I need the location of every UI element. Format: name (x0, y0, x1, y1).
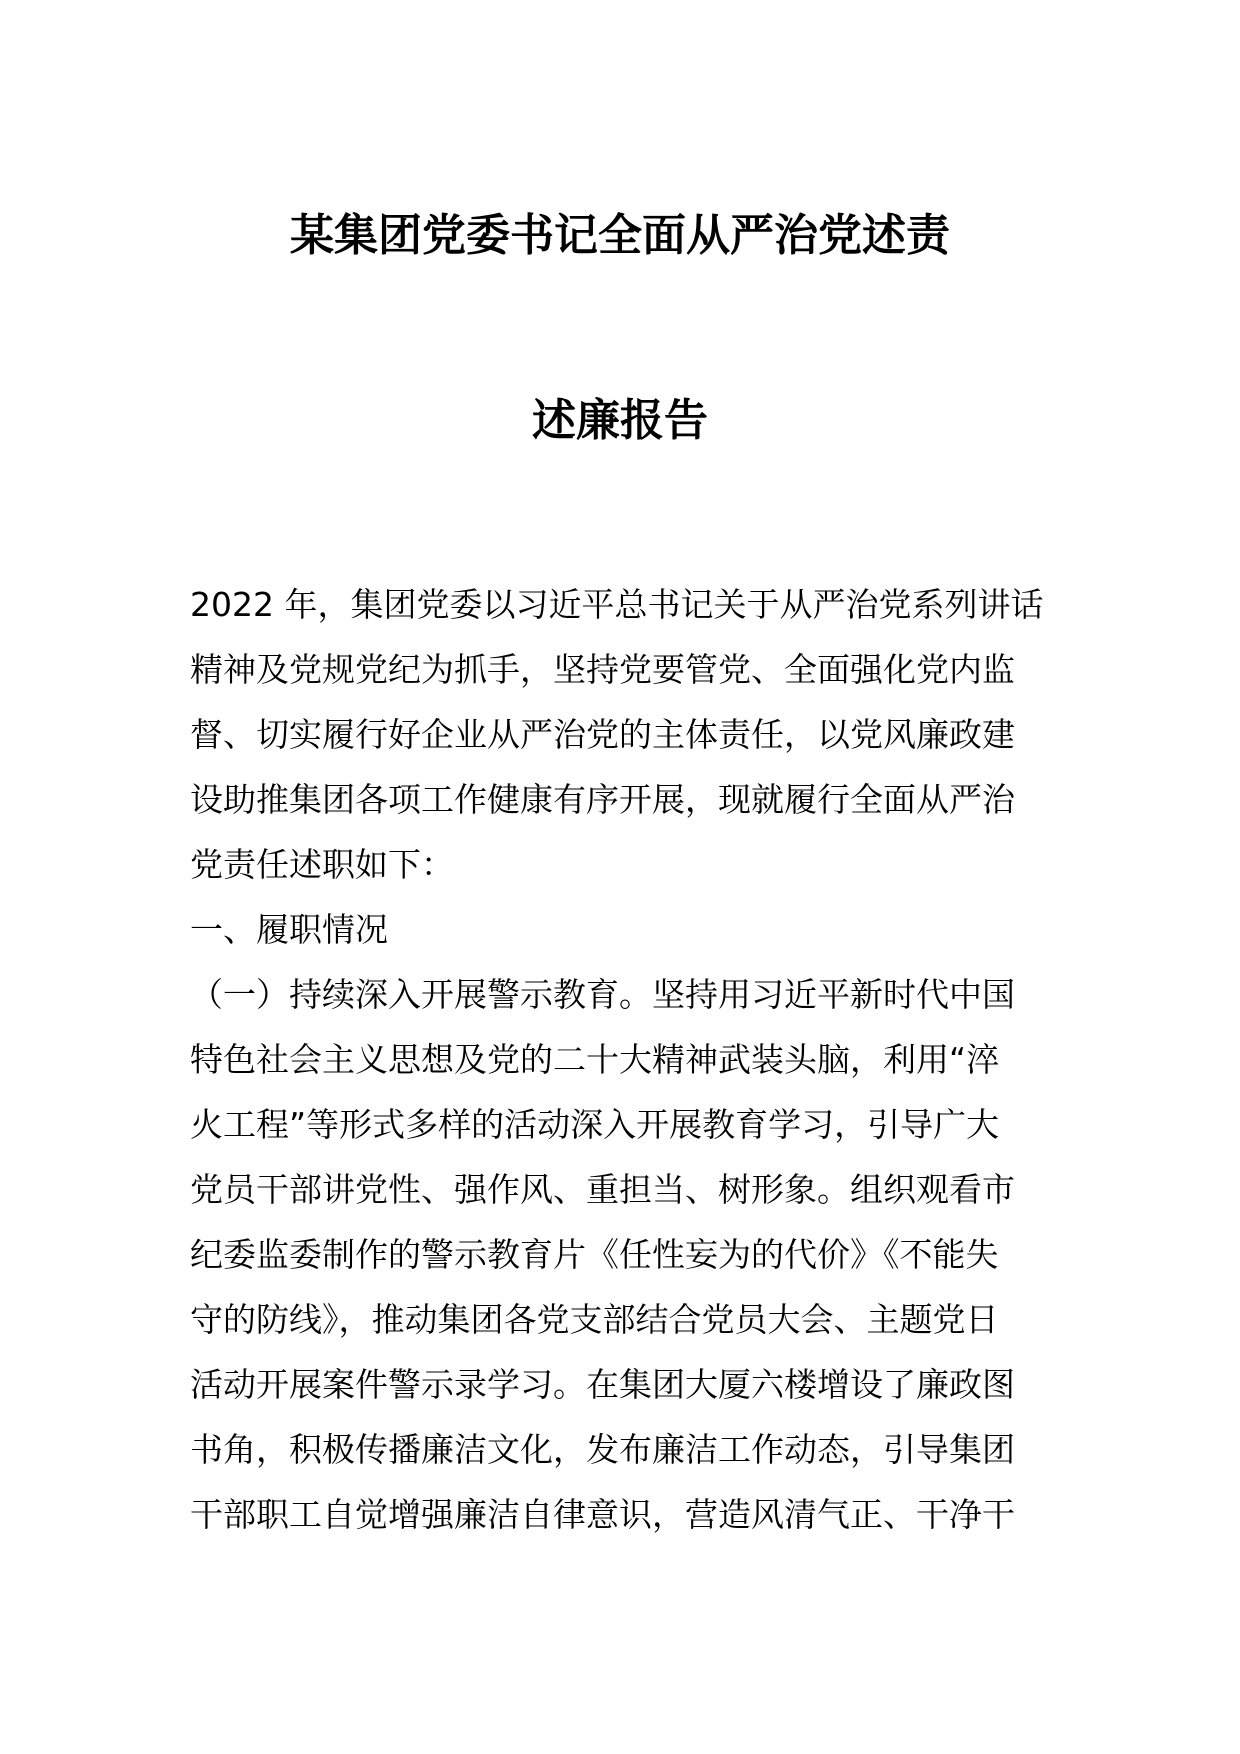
text-line: 2022 年，集团党委以习近平总书记关于从严治党系列讲话 (190, 585, 1044, 624)
text-line: 党责任述职如下： (190, 845, 454, 884)
text-line: 党员干部讲党性、强作风、重担当、树形象。组织观看市 (190, 1170, 1015, 1209)
text-line: 精神及党规党纪为抓手，坚持党要管党、全面强化党内监 (190, 650, 1015, 689)
text-line: 干部职工自觉增强廉洁自律意识，营造风清气正、干净干 (190, 1495, 1015, 1534)
text-line: 活动开展案件警示录学习。在集团大厦六楼增设了廉政图 (190, 1365, 1015, 1404)
section-heading: 一、履职情况 (190, 910, 388, 949)
document-title-line-2: 述廉报告 (532, 395, 708, 446)
text-line: 守的防线》，推动集团各党支部结合党员大会、主题党日 (190, 1300, 999, 1339)
text-line: （一）持续深入开展警示教育。坚持用习近平新时代中国 (190, 975, 1015, 1014)
text-line: 督、切实履行好企业从严治党的主体责任，以党风廉政建 (190, 715, 1015, 754)
text-line: 书角，积极传播廉洁文化，发布廉洁工作动态，引导集团 (190, 1430, 1015, 1469)
body-paragraph (190, 962, 1058, 1547)
text-line: 纪委监委制作的警示教育片《任性妄为的代价》《不能失 (190, 1235, 999, 1274)
document-title-line-1: 某集团党委书记全面从严治党述责 (290, 210, 950, 261)
text-line: 特色社会主义思想及党的二十大精神武装头脑，利用“淬 (190, 1040, 1000, 1079)
intro-paragraph (190, 572, 1058, 897)
text-line: 设助推集团各项工作健康有序开展，现就履行全面从严治 (190, 780, 1015, 819)
text-line: 火工程”等形式多样的活动深入开展教育学习，引导广大 (190, 1105, 1000, 1144)
